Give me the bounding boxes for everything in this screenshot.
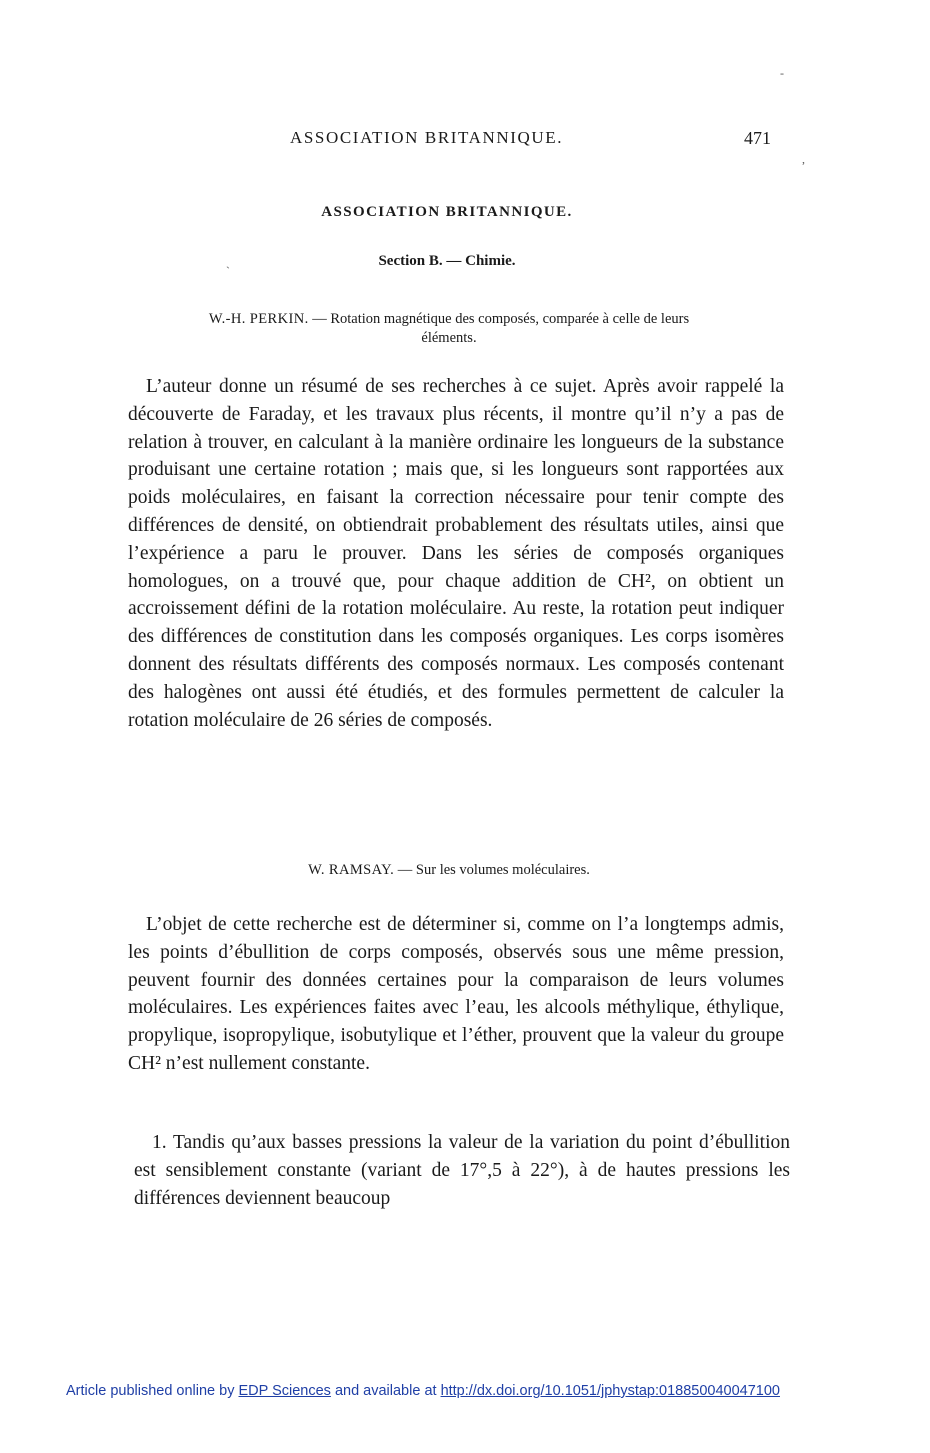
footer-middle: and available at — [334, 1383, 437, 1399]
article-title-text: — Sur les volumes moléculaires. — [397, 862, 590, 878]
publisher-link[interactable]: EDP Sciences — [238, 1383, 331, 1399]
scan-mark: - — [780, 66, 784, 80]
running-header — [0, 128, 930, 154]
body-paragraph — [128, 373, 784, 734]
footer — [66, 1383, 780, 1399]
main-heading: ASSOCIATION BRITANNIQUE. — [321, 204, 573, 220]
footer-prefix: Article published online by — [66, 1383, 235, 1399]
article-title — [118, 861, 780, 880]
article-title-text-continued: éléments. — [421, 330, 477, 346]
section-heading: Section B. — Chimie. — [378, 253, 516, 269]
article-title-text: — Rotation magnétique des composés, comparée à celle de leurs — [312, 311, 690, 327]
page-number: 471 — [744, 128, 771, 148]
paragraph-text: L’objet de cette recherche est de déterminer si, comme on l’a longtemps admis, les points d’ébullition de corps composés, observés sous une même pression, peuvent fournir des données certaines pour la comparaison de leurs volumes moléculaires. Les expériences faites avec l’eau, les alcools méthylique, éthylique, propylique, isopropylique, isobutylique et l’éther, prouvent que la valeur du groupe CH² n’est nullement constante. — [128, 914, 784, 1074]
numbered-paragraph — [134, 1129, 790, 1213]
scan-mark: ˋ — [226, 264, 230, 278]
article-title — [118, 310, 780, 348]
article-author: W. RAMSAY. — [308, 862, 395, 878]
paragraph-text: 1. Tandis qu’aux basses pressions la valeur de la variation du point d’ébullition est sensiblement constante (variant de 17°,5 à 22°), à de hautes pressions les différences deviennent beaucoup — [134, 1132, 790, 1209]
running-title: ASSOCIATION BRITANNIQUE. — [290, 128, 564, 147]
body-paragraph — [128, 911, 784, 1078]
article-author: W.-H. PERKIN. — [208, 311, 309, 327]
doi-link[interactable]: http://dx.doi.org/10.1051/jphystap:018850040047100 — [440, 1383, 780, 1399]
paragraph-text: L’auteur donne un résumé de ses recherches à ce sujet. Après avoir rappelé la découverte de Faraday, et les travaux plus récents, il montre qu’il n’y a pas de relation à trouver, en calculant à la manière ordinaire les longueurs de la substance produisant une certaine rotation ; mais que, si les longueurs sont rapportées aux poids moléculaires, en faisant la correction nécessaire pour tenir compte des différences de densité, on obtiendrait probablement des résultats utiles, ainsi que l’expérience a paru le prouver. Dans les séries de composés organiques homologues, on a trouvé que, pour chaque addition de CH², on obtient un accroissement défini de la rotation moléculaire. Au reste, la rotation peut indiquer des différences de constitution dans les composés organiques. Les corps isomères donnent des résultats différents des composés normaux. Les composés contenant des halogènes ont aussi été étudiés, et des formules permettent de calculer la rotation moléculaire de 26 séries de composés. — [128, 376, 784, 731]
scan-mark: , — [802, 152, 805, 166]
